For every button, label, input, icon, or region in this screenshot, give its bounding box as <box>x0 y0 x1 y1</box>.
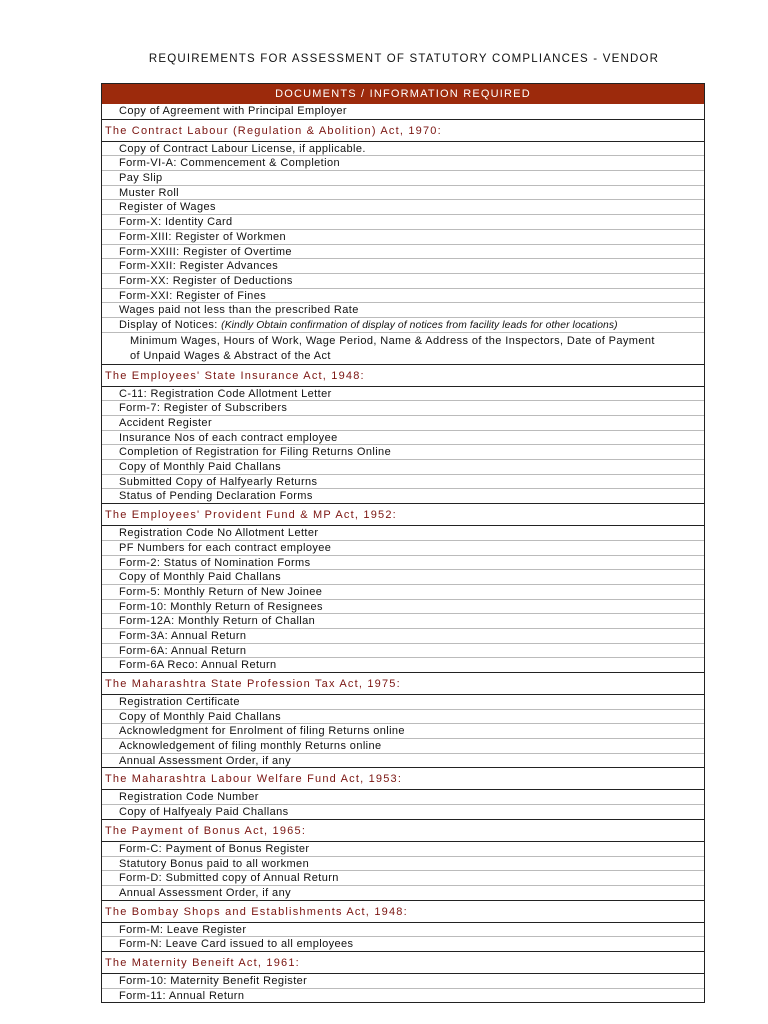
list-item: Registration Code Number <box>102 789 704 804</box>
list-item: Accident Register <box>102 415 704 430</box>
act-section <box>102 119 704 364</box>
sections-container <box>102 119 704 1003</box>
list-item: Copy of Monthly Paid Challans <box>102 709 704 724</box>
list-item: Form-3A: Annual Return <box>102 628 704 643</box>
notice-label: Display of Notices: <box>119 318 218 331</box>
list-item: Form-10: Monthly Return of Resignees <box>102 599 704 614</box>
list-item: Copy of Monthly Paid Challans <box>102 569 704 584</box>
act-section <box>102 819 704 900</box>
list-item: Copy of Monthly Paid Challans <box>102 459 704 474</box>
list-item: Form-12A: Monthly Return of Challan <box>102 613 704 628</box>
list-item: Form-6A: Annual Return <box>102 643 704 658</box>
section-title: The Contract Labour (Regulation & Abolition) Act, 1970: <box>102 119 704 141</box>
list-item: Form-C: Payment of Bonus Register <box>102 841 704 856</box>
act-section <box>102 364 704 504</box>
list-item: Form-11: Annual Return <box>102 988 704 1003</box>
notice-note: (Kindly Obtain confirmation of display of notices from facility leads for other locations) <box>221 319 618 331</box>
list-item: Form-X: Identity Card <box>102 214 704 229</box>
list-item: Acknowledgment for Enrolment of filing Returns online <box>102 723 704 738</box>
list-item: Status of Pending Declaration Forms <box>102 488 704 503</box>
list-item: Wages paid not less than the prescribed Rate <box>102 302 704 317</box>
list-item: Completion of Registration for Filing Returns Online <box>102 444 704 459</box>
list-item: Form-2: Status of Nomination Forms <box>102 555 704 570</box>
list-item: Annual Assessment Order, if any <box>102 885 704 900</box>
section-title: The Employees' State Insurance Act, 1948: <box>102 364 704 386</box>
table-header: DOCUMENTS / INFORMATION REQUIRED <box>102 84 704 104</box>
act-section <box>102 767 704 818</box>
list-item: Form-N: Leave Card issued to all employees <box>102 936 704 951</box>
list-item: Pay Slip <box>102 170 704 185</box>
act-section <box>102 672 704 767</box>
section-title: The Maternity Beneift Act, 1961: <box>102 951 704 973</box>
list-item: Statutory Bonus paid to all workmen <box>102 856 704 871</box>
notice-row <box>102 317 704 332</box>
list-item: Submitted Copy of Halfyearly Returns <box>102 474 704 489</box>
list-item: Copy of Contract Labour License, if applicable. <box>102 141 704 156</box>
list-item: Muster Roll <box>102 185 704 200</box>
section-title: The Employees' Provident Fund & MP Act, 1952: <box>102 503 704 525</box>
list-item: Registration Code No Allotment Letter <box>102 525 704 540</box>
list-item: Copy of Halfyealy Paid Challans <box>102 804 704 819</box>
list-item: Form-XXII: Register Advances <box>102 258 704 273</box>
list-item: Registration Certificate <box>102 694 704 709</box>
intro-item: Copy of Agreement with Principal Employer <box>119 105 347 117</box>
list-item: Form-XX: Register of Deductions <box>102 273 704 288</box>
list-item: Form-6A Reco: Annual Return <box>102 657 704 672</box>
list-item: Form-5: Monthly Return of New Joinee <box>102 584 704 599</box>
act-section <box>102 951 704 1002</box>
list-item: Form-XXI: Register of Fines <box>102 288 704 303</box>
list-item: Form-VI-A: Commencement & Completion <box>102 155 704 170</box>
notice-detail: Minimum Wages, Hours of Work, Wage Period, Name & Address of the Inspectors, Date of Payment of Unpaid Wages & Abstract of the Act <box>102 332 704 364</box>
act-section <box>102 503 704 672</box>
requirements-table <box>101 83 705 1003</box>
section-title: The Payment of Bonus Act, 1965: <box>102 819 704 841</box>
list-item: Form-D: Submitted copy of Annual Return <box>102 870 704 885</box>
list-item: Form-10: Maternity Benefit Register <box>102 973 704 988</box>
list-item: Insurance Nos of each contract employee <box>102 430 704 445</box>
section-title: The Maharashtra Labour Welfare Fund Act, 1953: <box>102 767 704 789</box>
list-item: C-11: Registration Code Allotment Letter <box>102 386 704 401</box>
act-section <box>102 900 704 951</box>
section-title: The Bombay Shops and Establishments Act, 1948: <box>102 900 704 922</box>
list-item: Form-M: Leave Register <box>102 922 704 937</box>
list-item: PF Numbers for each contract employee <box>102 540 704 555</box>
list-item: Form-XXIII: Register of Overtime <box>102 244 704 259</box>
section-title: The Maharashtra State Profession Tax Act, 1975: <box>102 672 704 694</box>
list-item: Register of Wages <box>102 199 704 214</box>
list-item: Annual Assessment Order, if any <box>102 753 704 768</box>
list-item: Acknowledgement of filing monthly Returns online <box>102 738 704 753</box>
list-item: Form-7: Register of Subscribers <box>102 400 704 415</box>
list-item: Form-XIII: Register of Workmen <box>102 229 704 244</box>
document-title: REQUIREMENTS FOR ASSESSMENT OF STATUTORY COMPLIANCES - VENDOR <box>148 53 660 65</box>
